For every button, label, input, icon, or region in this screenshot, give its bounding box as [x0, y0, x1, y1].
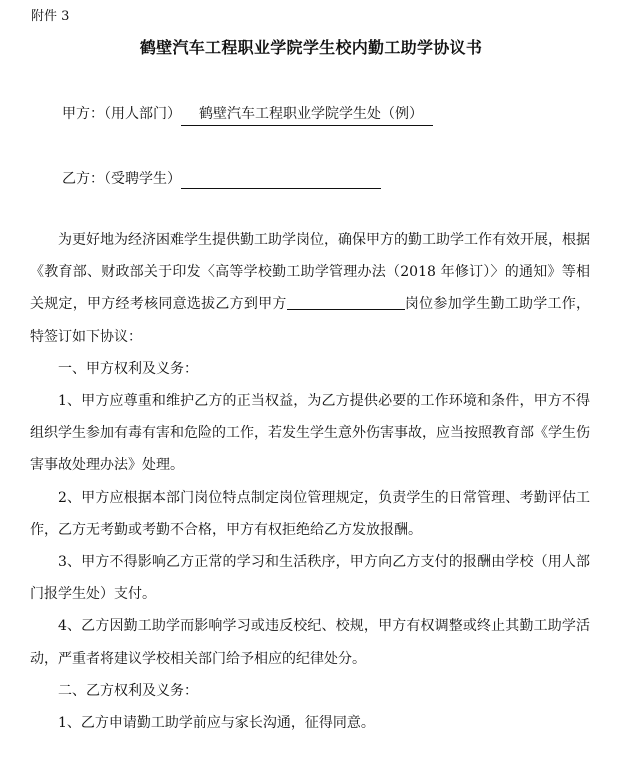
section-1-item-1: 1、甲方应尊重和维护乙方的正当权益，为乙方提供必要的工作环境和条件，甲方不得组织学生参加有毒有害和危险的工作，若发生学生意外伤害事故，应当按照教育部《学生伤害事故处理办法》处理。 — [30, 393, 590, 474]
agreement-body — [30, 224, 590, 739]
intro-text-before: 为更好地为经济困难学生提供勤工助学岗位，确保甲方的勤工助学工作有效开展，根据《教育部、财政部关于印发〈高等学校勤工助学管理办法（2018 年修订）〉的通知》等相关规定，甲方经考核同意选拔乙方到甲方 — [30, 232, 590, 313]
party-a-line — [62, 104, 433, 126]
party-b-label: 乙方：（受聘学生） — [62, 171, 181, 187]
section-1-item-4: 4、乙方因勤工助学而影响学习或违反校纪、校规，甲方有权调整或终止其勤工助学活动，严重者将建议学校相关部门给予相应的纪律处分。 — [30, 618, 590, 667]
attachment-label: 附件 3 — [31, 9, 70, 24]
section-2-title: 二、乙方权利及义务： — [58, 682, 198, 699]
section-2-item-1: 1、乙方申请勤工助学前应与家长沟通，征得同意。 — [58, 715, 375, 732]
document-title: 鹤壁汽车工程职业学院学生校内勤工助学协议书 — [139, 38, 483, 57]
intro-paragraph — [30, 224, 590, 353]
party-a-label: 甲方：（用人部门） — [62, 106, 181, 122]
intro-text-after: 岗位参加学生勤工助学工作，特签订如下协议： — [30, 296, 591, 345]
section-1-title: 一、甲方权利及义务： — [58, 360, 198, 377]
post-name-blank — [287, 293, 405, 310]
section-1-item-2: 2、甲方应根据本部门岗位特点制定岗位管理规定，负责学生的日常管理、考勤评估工作，乙方无考勤或考勤不合格，甲方有权拒绝给乙方发放报酬。 — [30, 489, 590, 538]
party-b-line — [62, 169, 381, 189]
party-b-blank — [181, 171, 381, 189]
section-1-item-3: 3、甲方不得影响乙方正常的学习和生活秩序，甲方向乙方支付的报酬由学校（用人部门报学生处）支付。 — [30, 554, 590, 603]
party-a-value: 鹤壁汽车工程职业学院学生处（例） — [181, 104, 433, 126]
